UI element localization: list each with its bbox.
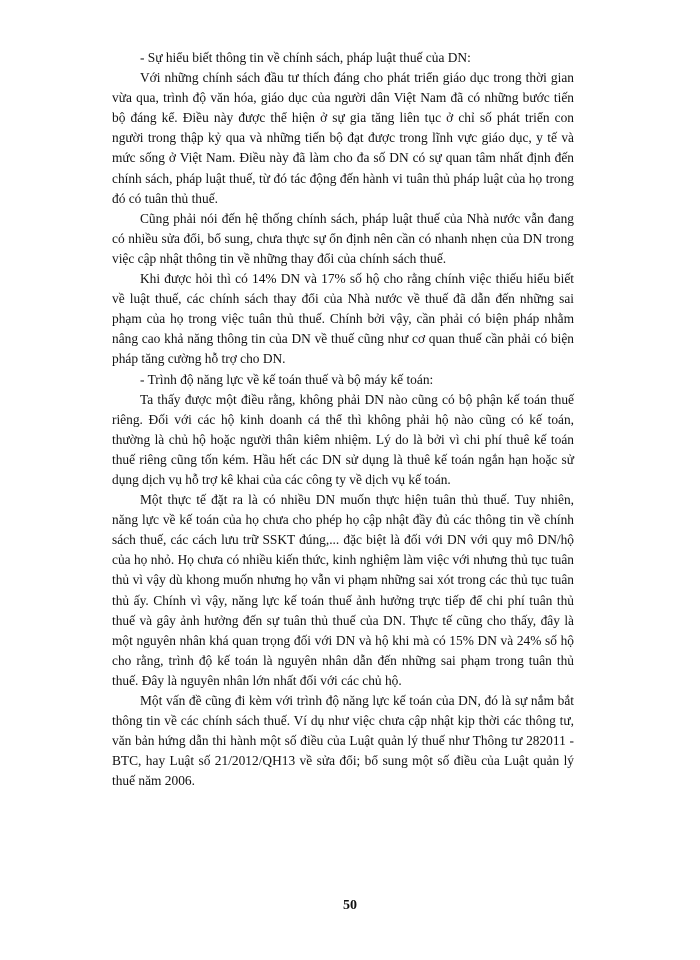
- paragraph-tax-knowledge-heading: - Sự hiểu biết thông tin về chính sách, pháp luật thuế của DN:: [140, 50, 471, 65]
- paragraph-policy-changes: Cũng phải nói đến hệ thống chính sách, pháp luật thuế của Nhà nước vẫn đang có nhiều sửa đổi, bổ sung, chưa thực sự ổn định nên cần có nhanh nhẹn của DN trong việc cập nhật thông tin về những thay đổi của chính sách thuế.: [112, 210, 574, 266]
- paragraph-accounting-department: Ta thấy được một điều rằng, không phải DN nào cũng có bộ phận kế toán thuế riêng. Đối với các hộ kinh doanh cá thể thì không phải hộ nào cũng có kế toán, thường là chủ hộ hoặc người thân kiêm nhiệm. Lý do là bởi vì chi phí thuê kế toán thuế riêng cũng tốn kém. Hầu hết các DN sử dụng là thuê kế toán ngắn hạn hoặc sử dụng dịch vụ hỗ trợ kê khai của các công ty về dịch vụ kế toán.: [112, 391, 574, 487]
- paragraph-survey-results: Khi được hỏi thì có 14% DN và 17% số hộ cho rằng chính việc thiếu hiểu biết về luật thuế, các chính sách thay đổi của Nhà nước về thuế đã dẫn đến những sai phạm của họ trong việc tuân thủ thuế. Chính bởi vậy, cần phải có biện pháp nhằm nâng cao khả năng thông tin của DN về thuế cũng như cơ quan thuế cần phải có biện pháp tăng cường hỗ trợ cho DN.: [112, 271, 574, 367]
- paragraph-education-progress: Với những chính sách đầu tư thích đáng cho phát triển giáo dục trong thời gian vừa qua, trình độ văn hóa, giáo dục của người dân Việt Nam đã có những bước tiến bộ đáng kể. Điều này được thể hiện ở sự gia tăng liên tục ở chỉ số phát triển con người trong thập kỷ qua và những tiến bộ đạt được trong lĩnh vực giáo dục, y tế và mức sống ở Việt Nam. Điều này đã làm cho đa số DN có sự quan tâm nhất định đến chính sách, pháp luật thuế, từ đó tác động đến hành vi tuân thủ pháp luật của họ trong đó có tuân thủ thuế.: [112, 70, 574, 206]
- paragraph-policy-updates: Một vấn đề cũng đi kèm với trình độ năng lực kế toán của DN, đó là sự nắm bắt thông tin về các chính sách thuế. Ví dụ như việc chưa cập nhật kịp thời các thông tư, văn bản hứng dẫn thi hành một số điều của Luật quản lý thuế như Thông tư 282011 - BTC, hay Luật số 21/2012/QH13 về sửa đổi; bổ sung một số điều của Luật quản lý thuế năm 2006.: [112, 693, 574, 789]
- paragraph-compliance-reality: Một thực tế đặt ra là có nhiều DN muốn thực hiện tuân thủ thuế. Tuy nhiên, năng lực về kế toán của họ chưa cho phép họ cập nhật đầy đủ các thông tin về chính sách thuế, các cách lưu trữ SSKT đúng,... đặc biệt là đối với DN với quy mô DN/hộ của họ nhỏ. Họ chưa có nhiều kiến thức, kinh nghiệm làm việc với nhưng thủ tục tuân thủ vì vậy dù khong muốn nhưng họ vẫn vi phạm những sai xót trong các thủ tục tuân thủ ấy. Chính vì vậy, năng lực kế toán thuế ảnh hưởng trực tiếp để chi phí tuân thủ thuế và gây ảnh hưởng đến sự tuân thủ thuế của DN. Thực tế cũng cho thấy, đây là một nguyên nhân khá quan trọng đối với DN và hộ khi mà có 15% DN và 24% số hộ cho rằng, trình độ kế toán là nguyên nhân dẫn đến những sai phạm trong tuân thủ thuế. Đây là nguyên nhân lớn nhất đối với các chủ hộ.: [112, 492, 574, 688]
- paragraph-accounting-heading: - Trình độ năng lực về kế toán thuế và bộ máy kế toán:: [140, 371, 434, 387]
- document-body: [112, 48, 574, 791]
- page-number: 50: [343, 898, 357, 913]
